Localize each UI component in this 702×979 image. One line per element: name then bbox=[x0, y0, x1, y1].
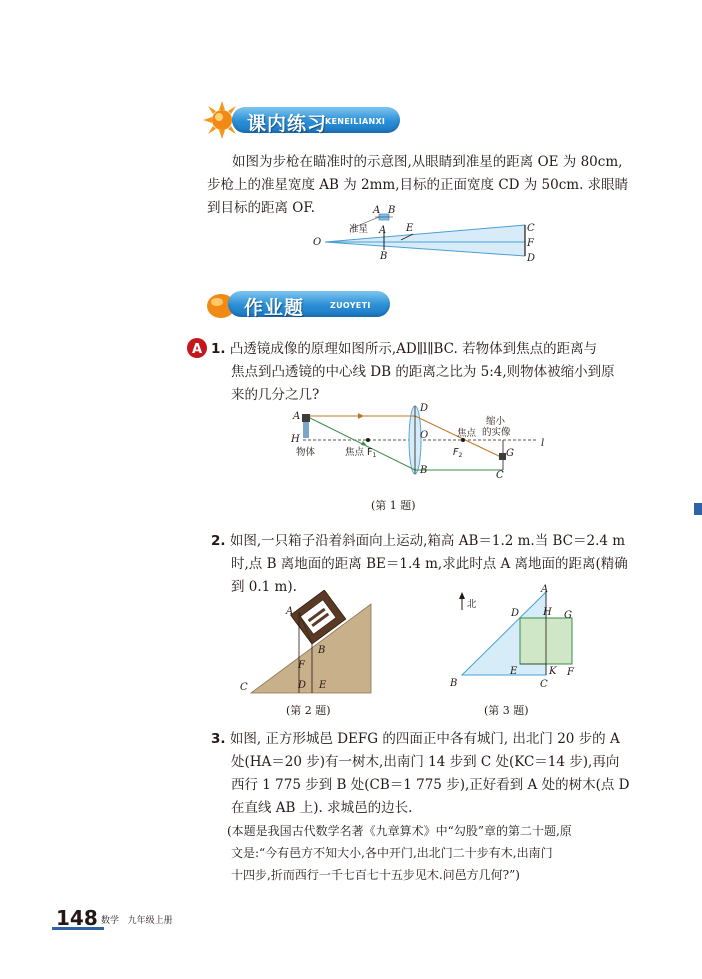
label-suoxiao-1: 缩小 bbox=[486, 416, 506, 427]
fig3-label-E: E bbox=[510, 666, 518, 677]
problem-1-text: 凸透镜成像的原理如图所示,AD∥l∥BC. 若物体到焦点的距离与 bbox=[229, 341, 598, 357]
label-focus-f1: 焦点 $F_1$ bbox=[345, 447, 377, 459]
fig3-label-F: F bbox=[567, 667, 574, 678]
label-focus: 焦点 bbox=[457, 428, 477, 439]
fig3-label-G: G bbox=[564, 610, 572, 621]
problem-2-line-2: 时,点 B 离地面的距离 BE＝1.4 m,求此时点 A 离地面的距离(精确 bbox=[231, 556, 628, 572]
section-subtitle: ZUOYETI bbox=[330, 301, 371, 310]
label-suoxiao-2: 的实像 bbox=[482, 427, 511, 438]
figure-3-caption: (第 3 题) bbox=[484, 704, 529, 717]
fig3-label-north: 北 bbox=[467, 599, 477, 610]
problem-1-line-2: 焦点到凸透镜的中心线 DB 的距离之比为 5:4,则物体被缩小到原 bbox=[231, 364, 615, 380]
practice-line-1: 如图为步枪在瞄准时的示意图,从眼睛到准星的距离 OE 为 80cm, bbox=[232, 154, 623, 170]
fig2-label-E: E bbox=[319, 680, 327, 691]
problem-3-note-2: 文是:“今有邑方不知大小,各中开门,出北门二十步有木,出南门 bbox=[231, 846, 553, 860]
problem-3-line-3: 西行 1 775 步到 B 处(CB＝1 775 步),正好看到 A 处的树木(点 D bbox=[231, 777, 630, 793]
label-D: D bbox=[527, 253, 536, 264]
label-C: C bbox=[496, 470, 504, 481]
practice-line-3: 到目标的距离 OF. bbox=[207, 200, 315, 216]
square-city-figure bbox=[442, 582, 582, 692]
label-f2: $F_2$ bbox=[453, 447, 463, 459]
rifle-aiming-figure bbox=[305, 204, 545, 266]
image-figure-icon bbox=[499, 453, 506, 460]
label-l: l bbox=[541, 438, 545, 449]
problem-3-number: 3. bbox=[211, 731, 226, 747]
figure-2-caption: (第 2 题) bbox=[286, 704, 331, 717]
problem-1-line-3: 来的几分之几? bbox=[231, 387, 320, 403]
fig3-label-K: K bbox=[549, 666, 557, 677]
slope-box-figure bbox=[236, 590, 381, 702]
problem-1-number: 1. bbox=[211, 341, 226, 357]
level-badge-text: A bbox=[191, 342, 203, 357]
fig3-label-D: D bbox=[511, 608, 520, 619]
label-O: O bbox=[313, 237, 322, 248]
problem-2-text: 如图,一只箱子沿着斜面向上运动,箱高 AB＝1.2 m.当 BC＝2.4 m bbox=[229, 533, 626, 549]
problem-3-line-1 bbox=[211, 727, 620, 751]
problem-3-line-4: 在直线 AB 上). 求城邑的边长. bbox=[231, 800, 413, 816]
fig2-label-B: B bbox=[318, 645, 326, 656]
problem-2-line-3: 到 0.1 m). bbox=[231, 579, 297, 595]
label-G: G bbox=[506, 448, 514, 459]
problem-3-note-3: 十四步,折而西行一千七百七十五步见木.问邑方几何?”) bbox=[231, 868, 520, 882]
problem-2-line-1 bbox=[211, 529, 625, 553]
label-B: B bbox=[380, 251, 388, 262]
convex-lens-figure bbox=[283, 398, 553, 498]
problem-2-number: 2. bbox=[211, 533, 226, 549]
figure-1-caption: (第 1 题) bbox=[371, 499, 416, 512]
problem-1-line-1 bbox=[211, 337, 597, 361]
fig2-label-A: A bbox=[286, 606, 294, 617]
label-E: E bbox=[406, 223, 414, 234]
label-C: C bbox=[527, 223, 535, 234]
section-title: 课内练习 bbox=[247, 113, 328, 135]
object-figure-icon bbox=[302, 414, 310, 422]
fig3-label-A: A bbox=[541, 584, 549, 595]
fig3-label-B: B bbox=[450, 678, 458, 689]
north-arrow-icon bbox=[459, 592, 465, 599]
problem-3-text: 如图, 正方形城邑 DEFG 的四面正中各有城门, 出北门 20 步的 A bbox=[229, 731, 620, 747]
label-B-top: B bbox=[388, 205, 396, 216]
fig3-label-C: C bbox=[540, 679, 548, 690]
label-A-top: A bbox=[373, 205, 381, 216]
label-O: O bbox=[420, 430, 429, 441]
label-wuti: 物体 bbox=[296, 447, 316, 458]
label-F: F bbox=[527, 238, 534, 249]
level-a-badge bbox=[185, 337, 209, 359]
practice-line-2: 步枪上的准星宽度 AB 为 2mm,目标的正面宽度 CD 为 50cm. 求眼睛 bbox=[207, 177, 629, 193]
problem-3-line-2: 处(HA＝20 步)有一树木,出南门 14 步到 C 处(KC＝14 步),再向 bbox=[231, 754, 620, 770]
side-tab-marker bbox=[694, 503, 702, 515]
fig2-label-D: D bbox=[298, 680, 307, 691]
label-zhunxing: 准星 bbox=[349, 224, 369, 235]
label-A: A bbox=[293, 411, 301, 422]
problem-3-note-1: (本题是我国古代数学名著《九章算术》中“勾股”章的第二十题,原 bbox=[227, 824, 572, 838]
label-A: A bbox=[379, 225, 387, 236]
fig3-label-H: H bbox=[543, 607, 552, 618]
label-H: H bbox=[291, 434, 300, 445]
book-title: 数学 九年级上册 bbox=[101, 916, 173, 926]
label-B: B bbox=[420, 465, 428, 476]
label-D: D bbox=[420, 403, 429, 414]
fig2-label-C: C bbox=[240, 682, 248, 693]
fig2-label-F: F bbox=[298, 660, 305, 671]
section-subtitle: KENEILIANXI bbox=[325, 117, 386, 126]
page-number: 148 bbox=[56, 906, 98, 930]
section-title: 作业题 bbox=[244, 297, 305, 319]
